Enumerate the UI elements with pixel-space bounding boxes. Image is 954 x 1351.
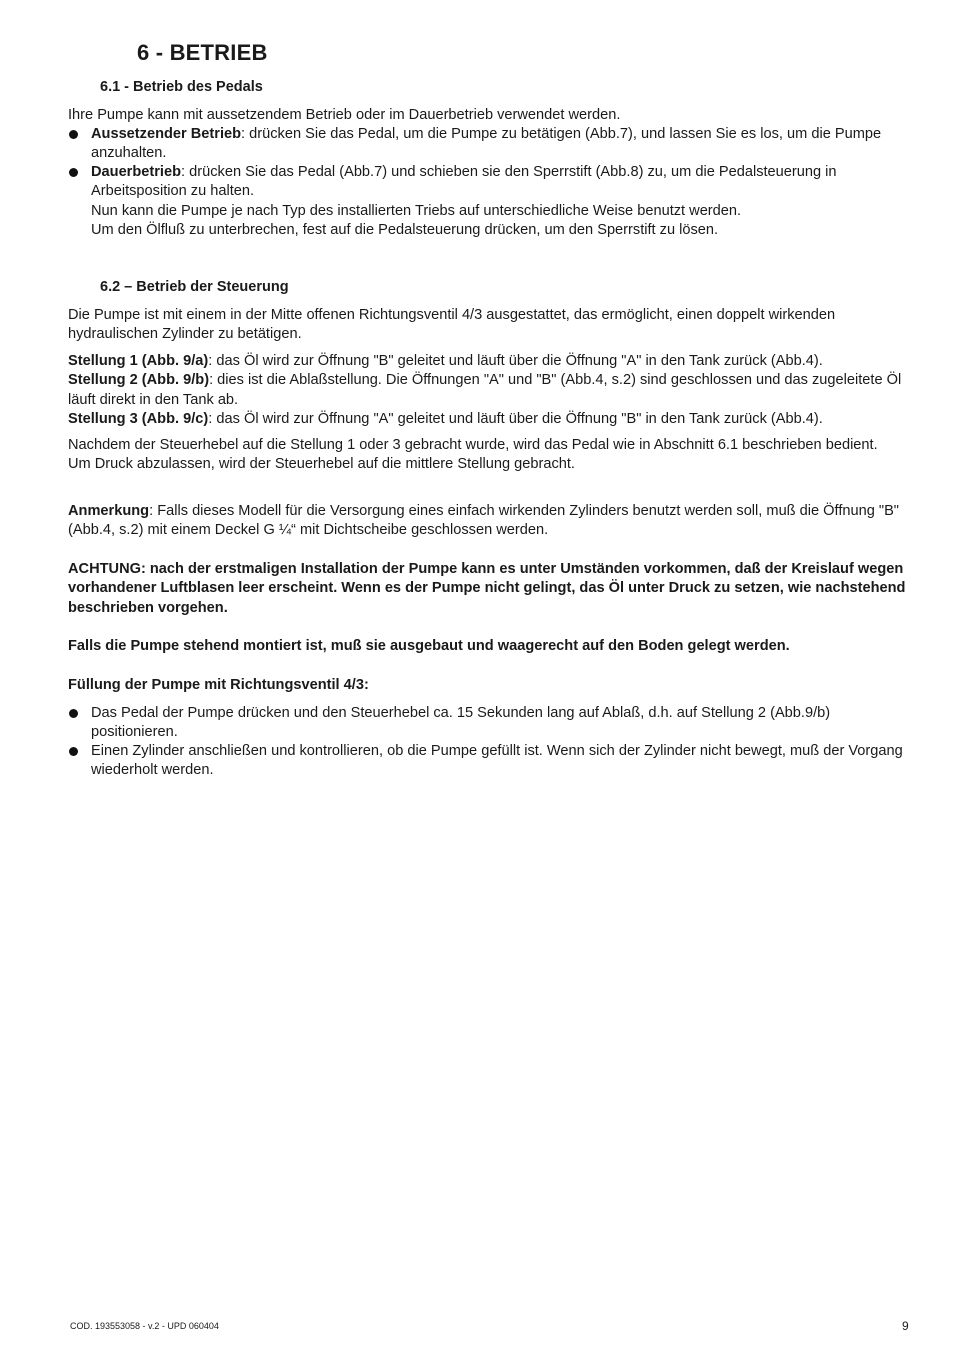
bullet-icon [69,747,78,756]
position-2-text: : dies ist die Ablaßstellung. Die Öffnungen "A" und "B" (Abb.4, s.2) sind geschlossen und das zugeleitete Öl läuft direkt in den Tank ab. [68,372,902,408]
operation-text [68,436,913,475]
list-item [68,742,913,781]
list-item-text: Einen Zylinder anschließen und kontrollieren, ob die Pumpe gefüllt ist. Wenn sich der Zylinder nicht bewegt, muß der Vorgang wiederholt werden. [91,743,903,779]
note-text: : Falls dieses Modell für die Versorgung eines einfach wirkenden Zylinders benutzt werden soll, muß die Öffnung "B" (Abb.4, s.2) mit einem Deckel G ¼“ mit Dichtscheibe geschlossen werden. [68,503,899,539]
list-item-text: Das Pedal der Pumpe drücken und den Steuerhebel ca. 15 Sekunden lang auf Ablaß, d.h. auf Stellung 2 (Abb.9/b) positionieren. [91,705,831,741]
term-description: : drücken Sie das Pedal (Abb.7) und schieben sie den Sperrstift (Abb.8) zu, um die Pedalsteuerung in Arbeitsposition zu halten. [91,164,837,200]
section-heading-6-2: 6.2 – Betrieb der Steuerung [100,279,289,295]
section-6-2-intro: Die Pumpe ist mit einem in der Mitte offenen Richtungsventil 4/3 ausgestattet, das ermöglicht, einen doppelt wirkenden hydraulischen Zylinder zu betätigen. [68,307,836,343]
section-heading-6-1: 6.1 - Betrieb des Pedals [100,79,263,95]
note-paragraph [68,502,913,541]
list-item-continuation: Nun kann die Pumpe je nach Typ des installierten Triebs auf unterschiedliche Weise benutzt werden. [91,202,742,219]
section-6-1-intro: Ihre Pumpe kann mit aussetzendem Betrieb oder im Dauerbetrieb verwendet werden. [68,107,621,123]
position-1-text: : das Öl wird zur Öffnung "B" geleitet und läuft über die Öffnung "A" in den Tank zurück (Abb.4). [208,353,823,369]
bullet-icon [69,130,78,139]
list-item-continuation: Um den Ölfluß zu unterbrechen, fest auf die Pedalsteuerung drücken, um den Sperrstift zu lösen. [91,222,719,239]
bullet-icon [69,709,78,718]
mounting-paragraph: Falls die Pumpe stehend montiert ist, muß sie ausgebaut und waagerecht auf den Boden gelegt werden. [68,638,790,654]
page-title: 6 - BETRIEB [137,40,268,65]
position-1 [68,352,913,371]
position-3-label: Stellung 3 (Abb. 9/c) [68,411,209,428]
position-2 [68,371,913,410]
position-2-label: Stellung 2 (Abb. 9/b) [68,372,210,389]
list-item-text [91,163,913,202]
position-3-text: : das Öl wird zur Öffnung "A" geleitet und läuft über die Öffnung "B" in den Tank zurück (Abb.4). [208,411,823,428]
term-description: : drücken Sie das Pedal, um die Pumpe zu betätigen (Abb.7), und lassen Sie es los, um die Pumpe anzuhalten. [91,126,882,162]
position-1-label: Stellung 1 (Abb. 9/a) [68,353,209,369]
term-aussetzender-betrieb: Aussetzender Betrieb [91,126,242,142]
position-3 [68,410,913,429]
list-item [68,125,913,164]
warning-paragraph: ACHTUNG: nach der erstmaligen Installation der Pumpe kann es unter Umständen vorkommen, daß der Kreislauf wegen vorhandener Luftblasen leer erscheint. Wenn es der Pumpe nicht gelingt, das Öl unter Druck zu setzen, wie nachstehend beschrieben vorgehen. [68,561,906,616]
operation-line-2: Um Druck abzulassen, wird der Steuerhebel auf die mittlere Stellung gebracht. [68,456,575,473]
filling-heading: Füllung der Pumpe mit Richtungsventil 4/3: [68,677,369,693]
page-number: 9 [902,1319,909,1333]
note-label: Anmerkung [68,503,150,519]
document-code: COD. 193553058 - v.2 - UPD 060404 [70,1321,219,1331]
bullet-icon [69,168,78,177]
list-item [68,163,913,241]
list-item-text [91,125,913,164]
positions-block [68,352,913,430]
term-dauerbetrieb: Dauerbetrieb [91,164,182,180]
list-item [68,704,913,743]
operation-line-1: Nachdem der Steuerhebel auf die Stellung 1 oder 3 gebracht wurde, wird das Pedal wie in Abschnitt 6.1 beschrieben bedient. [68,437,878,453]
